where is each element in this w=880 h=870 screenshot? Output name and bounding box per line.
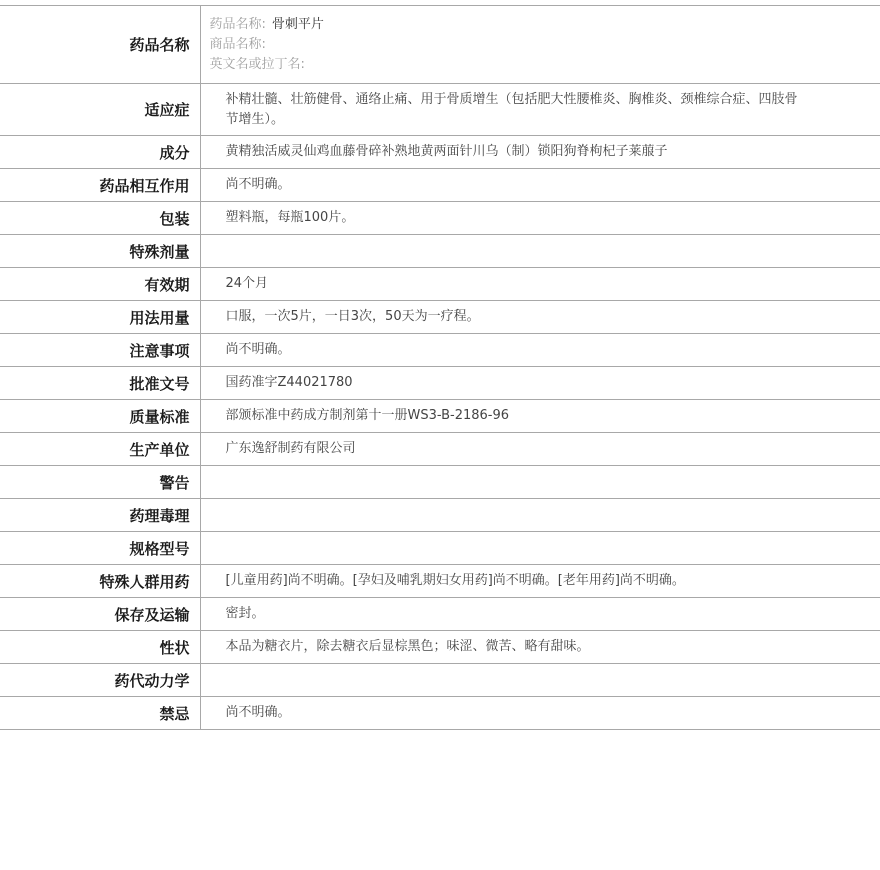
row-value: 口服，一次5片，一日3次，50天为一疗程。 [225, 309, 480, 324]
english-name-label: 英文名或拉丁名: [209, 56, 305, 72]
row-special-populations [0, 565, 880, 598]
generic-name-label: 药品名称: [209, 16, 266, 32]
english-name-line [210, 55, 811, 75]
row-value [200, 664, 880, 697]
row-label: 保存及运输 [0, 598, 200, 631]
row-shelf-life [0, 268, 880, 301]
row-label: 药代动力学 [0, 664, 200, 697]
row-value: 尚不明确。 [225, 705, 291, 720]
row-label: 生产单位 [0, 433, 200, 466]
row-label: 质量标准 [0, 400, 200, 433]
row-value: 尚不明确。 [225, 342, 291, 357]
row-label: 包装 [0, 202, 200, 235]
row-value: 黄精独活威灵仙鸡血藤骨碎补熟地黄两面针川乌（制）锁阳狗脊枸杞子莱菔子 [225, 144, 668, 159]
row-label: 药理毒理 [0, 499, 200, 532]
row-approval-number [0, 367, 880, 400]
row-label: 适应症 [0, 84, 200, 136]
row-label: 性状 [0, 631, 200, 664]
row-label: 成分 [0, 136, 200, 169]
row-ingredients [0, 136, 880, 169]
row-quality-standard [0, 400, 880, 433]
row-precautions [0, 334, 880, 367]
row-value: 部颁标准中药成方制剂第十一册WS3-B-2186-96 [225, 408, 510, 423]
row-drug-name [0, 6, 880, 84]
row-label: 注意事项 [0, 334, 200, 367]
row-label: 药品名称 [0, 6, 200, 84]
row-indications [0, 84, 880, 136]
row-label: 批准文号 [0, 367, 200, 400]
row-label: 禁忌 [0, 697, 200, 730]
row-specification [0, 532, 880, 565]
row-label: 特殊人群用药 [0, 565, 200, 598]
row-description [0, 631, 880, 664]
row-label: 药品相互作用 [0, 169, 200, 202]
generic-name-value: 骨刺平片 [271, 16, 324, 32]
row-value [200, 466, 880, 499]
row-value: 尚不明确。 [225, 177, 291, 192]
trade-name-line [210, 35, 811, 55]
row-label: 有效期 [0, 268, 200, 301]
row-value: 广东逸舒制药有限公司 [225, 441, 356, 456]
row-value: 塑料瓶，每瓶100片。 [225, 210, 355, 225]
trade-name-label: 商品名称: [209, 36, 266, 52]
row-pharmacology [0, 499, 880, 532]
row-pharmacokinetics [0, 664, 880, 697]
row-label: 特殊剂量 [0, 235, 200, 268]
row-usage-dosage [0, 301, 880, 334]
row-special-dosage [0, 235, 880, 268]
drug-info-table [0, 5, 880, 730]
row-value: 密封。 [225, 606, 265, 621]
row-value [200, 532, 880, 565]
row-label: 警告 [0, 466, 200, 499]
row-value: 24个月 [225, 276, 269, 291]
row-value: 国药准字Z44021780 [225, 375, 353, 390]
drug-names-cell [200, 6, 880, 84]
row-value [200, 235, 880, 268]
row-warning [0, 466, 880, 499]
row-interactions [0, 169, 880, 202]
row-packaging [0, 202, 880, 235]
row-value: 补精壮髓、壮筋健骨、通络止痛、用于骨质增生（包括肥大性腰椎炎、胸椎炎、颈椎综合症、四肢骨节增生）。 [225, 91, 798, 127]
row-label: 规格型号 [0, 532, 200, 565]
row-contraindications [0, 697, 880, 730]
row-label: 用法用量 [0, 301, 200, 334]
row-value: [儿童用药]尚不明确。[孕妇及哺乳期妇女用药]尚不明确。[老年用药]尚不明确。 [225, 573, 685, 588]
row-value [200, 499, 880, 532]
row-value: 本品为糖衣片，除去糖衣后显棕黑色；味涩、微苦、略有甜味。 [225, 639, 590, 654]
row-manufacturer [0, 433, 880, 466]
generic-name-line [210, 15, 811, 35]
row-storage [0, 598, 880, 631]
